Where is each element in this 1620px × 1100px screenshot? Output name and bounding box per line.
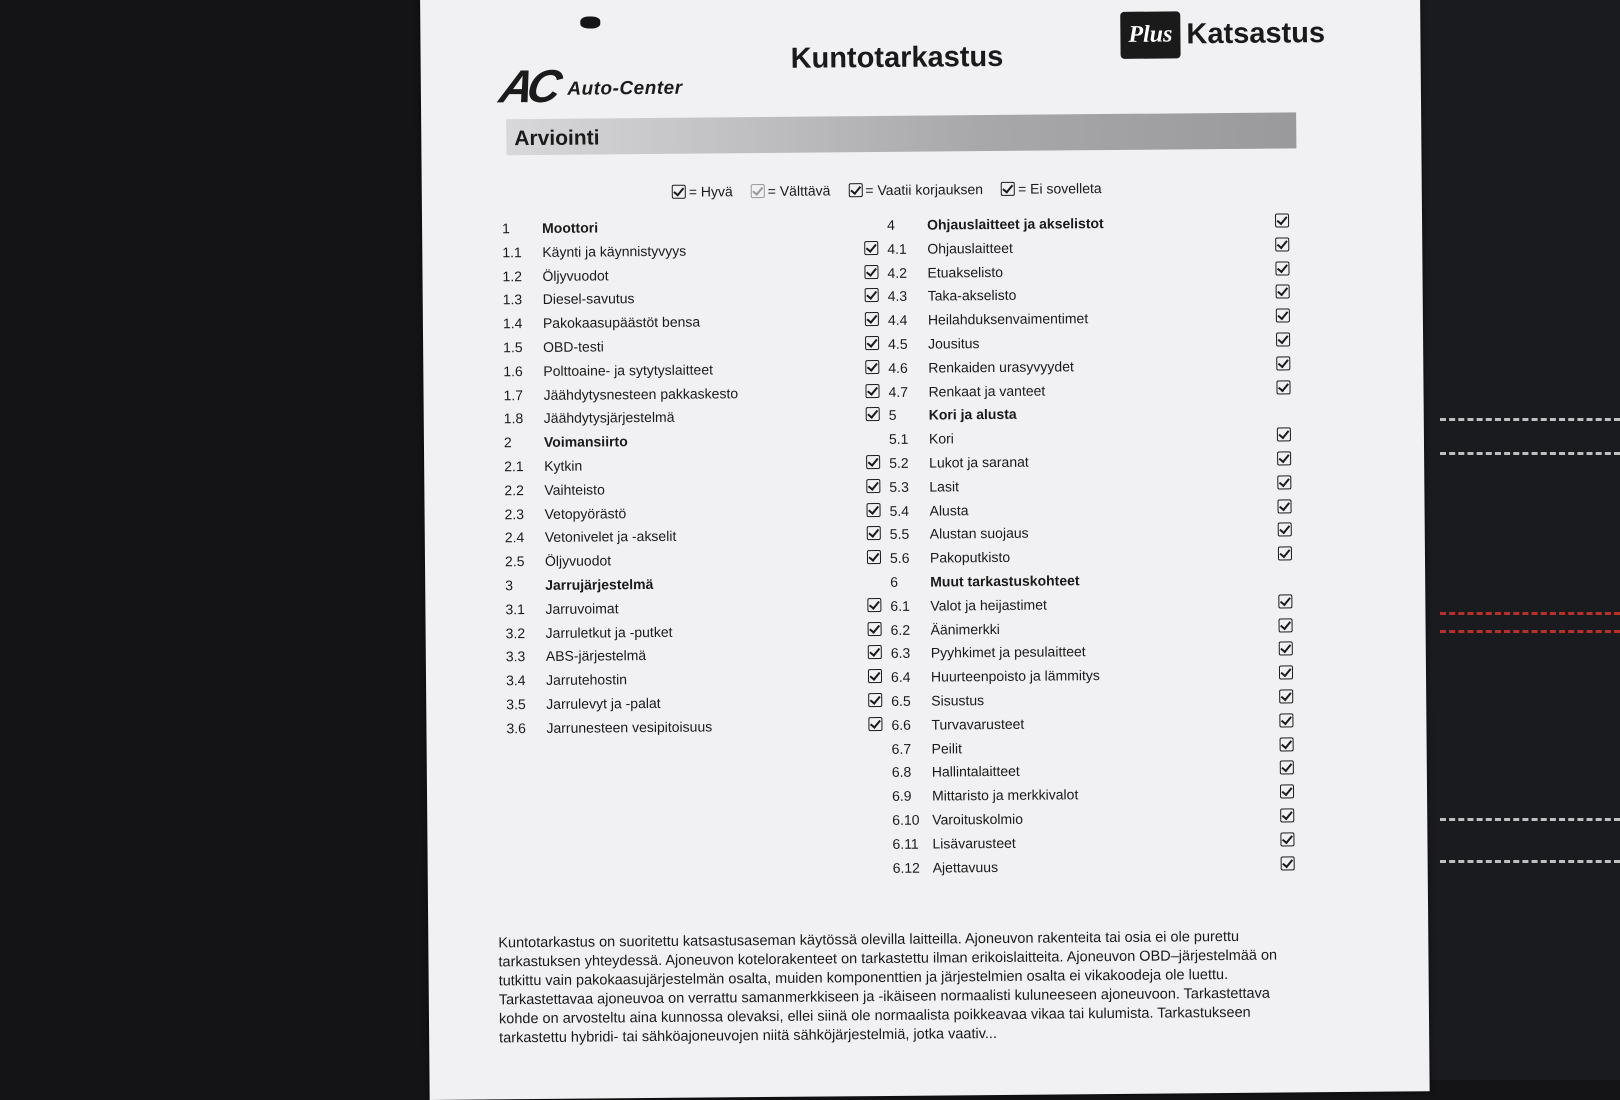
item-label: Ajettavuus bbox=[932, 858, 999, 876]
checked-checkbox-icon bbox=[1276, 285, 1290, 299]
item-label: Sisustus bbox=[931, 692, 985, 709]
section-header-bar bbox=[506, 112, 1296, 155]
item-number: 5.3 bbox=[889, 478, 909, 495]
checklist-row bbox=[893, 853, 1323, 881]
checked-checkbox-icon bbox=[1277, 475, 1291, 489]
item-number: 6.3 bbox=[890, 645, 911, 662]
item-number: 3.5 bbox=[506, 696, 526, 713]
checked-checkbox-icon bbox=[1279, 642, 1293, 656]
checked-checkbox-icon bbox=[866, 455, 880, 469]
checked-checkbox-icon bbox=[1277, 499, 1291, 513]
item-label: Jäähdytysnesteen pakkaskesto bbox=[543, 384, 739, 403]
rating-legend bbox=[672, 180, 1102, 200]
item-number: 1.1 bbox=[502, 243, 522, 261]
plus-badge: Plus bbox=[1120, 11, 1180, 59]
disclaimer-line: tarkastuksen yhteydessä. Ajoneuvon kotelorakenteet on tarkastettu ilman erikoislaitteita. Ajoneuvon OBD–järjestelmää on bbox=[498, 947, 1278, 971]
katsastus-text: Katsastus bbox=[1186, 17, 1326, 51]
checked-checkbox-icon bbox=[1276, 356, 1290, 370]
checkbox-icon bbox=[672, 185, 686, 199]
item-number: 4.3 bbox=[887, 288, 908, 305]
item-label: Renkaat ja vanteet bbox=[928, 382, 1046, 400]
checklist-row bbox=[503, 381, 883, 408]
stitch-line bbox=[1440, 818, 1620, 821]
checked-checkbox-icon bbox=[1279, 713, 1293, 727]
left-checklist-column bbox=[502, 214, 887, 741]
legend-label: = Ei sovelleta bbox=[1017, 180, 1102, 197]
checked-checkbox-icon bbox=[868, 645, 882, 659]
item-number: 3.6 bbox=[506, 719, 526, 737]
item-label: Taka-akselisto bbox=[927, 287, 1017, 304]
item-label: Renkaiden urasyvyydet bbox=[928, 358, 1074, 376]
checked-checkbox-icon bbox=[1280, 785, 1294, 799]
checked-checkbox-icon bbox=[1278, 594, 1292, 608]
checked-checkbox-icon bbox=[1276, 309, 1290, 323]
checked-checkbox-icon bbox=[1280, 808, 1294, 822]
stitch-line bbox=[1440, 452, 1620, 455]
disclaimer-line: tarkastettu hybridi- tai sähköajoneuvojen niitä sähköjärjestelmiä, jotka vaativ... bbox=[499, 1026, 998, 1047]
item-number: 1.4 bbox=[502, 315, 523, 332]
item-number: 5.6 bbox=[889, 549, 910, 567]
item-label: Vetopyörästö bbox=[544, 504, 627, 522]
checked-checkbox-icon bbox=[865, 312, 879, 326]
item-number: 2.4 bbox=[504, 529, 525, 546]
item-label: Heilahduksenvaimentimet bbox=[927, 310, 1089, 328]
item-number: 6.4 bbox=[890, 668, 911, 686]
item-number: 1.2 bbox=[502, 267, 523, 284]
legend-label: = Hyvä bbox=[688, 183, 733, 200]
checked-checkbox-icon bbox=[865, 360, 879, 374]
item-number: 6.8 bbox=[891, 764, 912, 781]
item-number: 5.5 bbox=[889, 526, 910, 543]
item-label: Öljyvuodot bbox=[544, 552, 612, 570]
checklist-row bbox=[505, 595, 885, 622]
item-number: 2 bbox=[503, 434, 512, 451]
checked-checkbox-icon bbox=[868, 693, 882, 707]
item-number: 4.2 bbox=[887, 264, 908, 281]
item-number: 5 bbox=[888, 407, 897, 424]
item-label: Jarruvoimat bbox=[545, 600, 619, 617]
checked-checkbox-icon bbox=[867, 526, 881, 540]
checked-checkbox-icon bbox=[865, 384, 879, 398]
checked-checkbox-icon bbox=[1281, 856, 1295, 870]
item-label: Voimansiirto bbox=[543, 433, 628, 451]
checklist-row bbox=[503, 309, 883, 336]
item-number: 5.2 bbox=[889, 454, 909, 471]
item-label: Jarrulevyt ja -palat bbox=[546, 694, 661, 712]
seat-fabric-background bbox=[1400, 0, 1620, 1080]
item-label: Kori ja alusta bbox=[928, 406, 1017, 423]
stitch-line-red bbox=[1440, 630, 1620, 633]
item-label: Kytkin bbox=[544, 457, 583, 474]
section-title: Arviointi bbox=[514, 126, 600, 151]
checklist-row bbox=[502, 262, 882, 289]
plus-katsastus-logo bbox=[1120, 10, 1325, 59]
disclaimer-text bbox=[498, 927, 1319, 1048]
checked-checkbox-icon bbox=[864, 265, 878, 279]
item-label: ABS-järjestelmä bbox=[545, 647, 647, 665]
disclaimer-line: tutkittu vain pakokaasujärjestelmän osalta, muiden komponenttien ja järjestelmien osalta ei vikakoodeja ole luettu. bbox=[498, 966, 1229, 990]
item-number: 4.1 bbox=[887, 240, 907, 257]
item-number: 6.9 bbox=[891, 787, 912, 805]
item-number: 6.12 bbox=[892, 859, 920, 876]
checked-checkbox-icon bbox=[1279, 666, 1293, 680]
checked-checkbox-icon bbox=[1275, 261, 1289, 275]
item-label: Lisävarusteet bbox=[932, 834, 1016, 852]
checklist-row bbox=[506, 619, 886, 646]
checklist-row bbox=[503, 333, 883, 360]
item-label: Valot ja heijastimet bbox=[930, 596, 1047, 614]
legend-item-fair bbox=[751, 182, 831, 199]
item-label: Etuakselisto bbox=[927, 263, 1004, 281]
item-number: 3.2 bbox=[505, 624, 526, 641]
item-label: Jarrunesteen vesipitoisuus bbox=[546, 718, 713, 736]
legend-label: = Välttävä bbox=[767, 182, 831, 199]
checklist-section-row bbox=[504, 428, 884, 455]
stitch-line-red bbox=[1440, 612, 1620, 615]
checked-checkbox-icon bbox=[1278, 547, 1292, 561]
item-number: 4 bbox=[886, 216, 895, 233]
checklist-row bbox=[502, 238, 882, 265]
item-label: Öljyvuodot bbox=[542, 266, 609, 284]
checklist-row bbox=[504, 476, 884, 503]
item-number: 1.6 bbox=[503, 362, 523, 380]
checked-checkbox-icon bbox=[868, 669, 882, 683]
item-number: 1.3 bbox=[502, 291, 523, 308]
checked-checkbox-icon bbox=[1277, 451, 1291, 465]
right-checklist-column bbox=[887, 210, 1323, 880]
item-number: 3.3 bbox=[505, 648, 526, 665]
item-label: Jousitus bbox=[928, 335, 980, 352]
checked-checkbox-icon bbox=[1275, 237, 1289, 251]
item-label: Polttoaine- ja sytytyslaitteet bbox=[543, 361, 714, 379]
checklist-row bbox=[504, 452, 884, 479]
item-label: Vaihteisto bbox=[544, 481, 605, 498]
checked-checkbox-icon bbox=[865, 288, 879, 302]
item-number: 4.5 bbox=[888, 335, 908, 352]
checkbox-icon bbox=[1001, 182, 1015, 196]
checked-checkbox-icon bbox=[1278, 523, 1292, 537]
item-label: OBD-testi bbox=[543, 338, 604, 355]
item-number: 3.4 bbox=[505, 672, 526, 689]
checked-checkbox-icon bbox=[1279, 618, 1293, 632]
checked-checkbox-icon bbox=[1276, 332, 1290, 346]
checked-checkbox-icon bbox=[866, 407, 880, 421]
checked-checkbox-icon bbox=[867, 550, 881, 564]
stitch-line bbox=[1440, 860, 1620, 863]
item-label: Ohjauslaitteet ja akselistot bbox=[926, 215, 1104, 233]
item-number: 4.7 bbox=[888, 383, 909, 400]
disclaimer-line: Tarkastettavaa ajoneuvoa on verrattu samanmerkkiseen ja -ikäiseen normaalisti kuluneeseen ajoneuvoon. Tarkastettava bbox=[498, 985, 1270, 1009]
checkbox-icon bbox=[848, 183, 862, 197]
legend-item-good bbox=[672, 183, 733, 200]
checklist-row bbox=[504, 404, 884, 431]
checked-checkbox-icon bbox=[1275, 213, 1289, 227]
item-number: 6.11 bbox=[892, 835, 919, 852]
item-label: Alusta bbox=[929, 501, 969, 519]
disclaimer-line: kohde on arvosteltu aina kunnossa olevaksi, ellei siinä ole normaalista poikkeavaa vikaa tai kulumista. Tarkastukseen bbox=[498, 1004, 1251, 1028]
checked-checkbox-icon bbox=[864, 241, 878, 255]
item-label: Kori bbox=[928, 430, 954, 447]
item-label: Jäähdytysjärjestelmä bbox=[543, 409, 675, 427]
checked-checkbox-icon bbox=[1276, 380, 1290, 394]
item-label: Peilit bbox=[931, 739, 963, 757]
checklist-row bbox=[503, 357, 883, 384]
legend-label: = Vaatii korjauksen bbox=[865, 181, 984, 199]
checked-checkbox-icon bbox=[867, 598, 881, 612]
item-label: Muut tarkastuskohteet bbox=[930, 572, 1080, 590]
checked-checkbox-icon bbox=[1280, 832, 1294, 846]
item-number: 5.4 bbox=[889, 502, 910, 519]
item-number: 2.2 bbox=[504, 481, 524, 499]
item-number: 6.2 bbox=[890, 621, 911, 638]
checklist-row bbox=[505, 547, 885, 574]
item-number: 1.5 bbox=[503, 339, 523, 356]
item-label: Hallintalaitteet bbox=[931, 763, 1020, 780]
checklist-row bbox=[506, 714, 886, 741]
item-number: 2.5 bbox=[504, 553, 525, 570]
item-number: 6.6 bbox=[891, 716, 911, 733]
legend-item-not-applicable bbox=[1001, 180, 1102, 197]
ac-logo-text: Auto-Center bbox=[567, 77, 683, 100]
item-number: 3.1 bbox=[505, 600, 525, 618]
item-label: Lasit bbox=[929, 478, 959, 495]
item-label: Ohjauslaitteet bbox=[927, 239, 1013, 257]
checklist-section-row bbox=[502, 214, 882, 241]
item-label: Diesel-savutus bbox=[542, 290, 635, 308]
item-number: 4.6 bbox=[888, 359, 908, 376]
item-number: 5.1 bbox=[888, 430, 909, 448]
checked-checkbox-icon bbox=[1280, 737, 1294, 751]
checklist-row bbox=[506, 666, 886, 693]
checked-checkbox-icon bbox=[868, 717, 882, 731]
item-label: Lukot ja saranat bbox=[929, 453, 1029, 471]
checklist-row bbox=[506, 642, 886, 669]
item-label: Jarrutehostin bbox=[545, 671, 628, 689]
checked-checkbox-icon bbox=[866, 503, 880, 517]
item-number: 3 bbox=[505, 577, 514, 594]
item-label: Pyyhkimet ja pesulaitteet bbox=[930, 643, 1086, 661]
item-label: Varoituskolmio bbox=[932, 810, 1024, 828]
checklist-row bbox=[505, 523, 885, 550]
checked-checkbox-icon bbox=[1279, 689, 1293, 703]
item-number: 6.7 bbox=[891, 740, 912, 757]
checked-checkbox-icon bbox=[868, 622, 882, 636]
item-label: Pakokaasupäästöt bensa bbox=[542, 313, 701, 332]
item-number: 2.3 bbox=[504, 505, 525, 522]
item-number: 1.7 bbox=[503, 386, 524, 403]
item-number: 1.8 bbox=[503, 410, 524, 427]
item-label: Mittaristo ja merkkivalot bbox=[931, 786, 1079, 804]
item-number: 1 bbox=[502, 220, 510, 237]
stitch-line bbox=[1440, 418, 1620, 421]
item-label: Käynti ja käynnistyvyys bbox=[542, 242, 687, 260]
checked-checkbox-icon bbox=[1280, 761, 1294, 775]
item-number: 6.1 bbox=[890, 597, 910, 614]
checked-checkbox-icon bbox=[865, 336, 879, 350]
checklist-row bbox=[504, 500, 884, 527]
item-number: 6 bbox=[890, 573, 899, 590]
checked-checkbox-icon bbox=[866, 479, 880, 493]
item-number: 6.10 bbox=[892, 811, 920, 828]
item-label: Äänimerkki bbox=[930, 620, 1000, 638]
document-title: Kuntotarkastus bbox=[790, 40, 1004, 75]
disclaimer-line: Kuntotarkastus on suoritettu katsastusaseman käytössä olevilla laitteilla. Ajoneuvon rakenteita tai osia ei ole purettu bbox=[498, 928, 1240, 952]
item-label: Pakoputkisto bbox=[929, 549, 1011, 566]
item-label: Moottori bbox=[542, 219, 599, 236]
inspection-sheet bbox=[420, 0, 1430, 1100]
auto-center-logo bbox=[495, 58, 683, 114]
checkbox-icon bbox=[751, 184, 765, 198]
checked-checkbox-icon bbox=[1277, 428, 1291, 442]
checklist-row bbox=[503, 285, 883, 312]
item-label: Vetonivelet ja -akselit bbox=[544, 528, 677, 546]
paper-tear bbox=[580, 16, 600, 28]
ac-logo-mark: AC bbox=[495, 59, 561, 113]
item-label: Alustan suojaus bbox=[929, 525, 1029, 542]
item-number: 6.5 bbox=[891, 692, 911, 709]
item-number: 4.4 bbox=[887, 311, 908, 329]
legend-item-needs-repair bbox=[848, 181, 983, 198]
checklist-row bbox=[506, 690, 886, 717]
item-label: Turvavarusteet bbox=[931, 715, 1025, 733]
item-label: Huurteenpoisto ja lämmitys bbox=[930, 667, 1100, 685]
item-number: 2.1 bbox=[504, 458, 524, 475]
checklist-section-row bbox=[505, 571, 885, 598]
item-label: Jarrujärjestelmä bbox=[545, 575, 654, 593]
item-label: Jarruletkut ja -putket bbox=[545, 623, 673, 641]
